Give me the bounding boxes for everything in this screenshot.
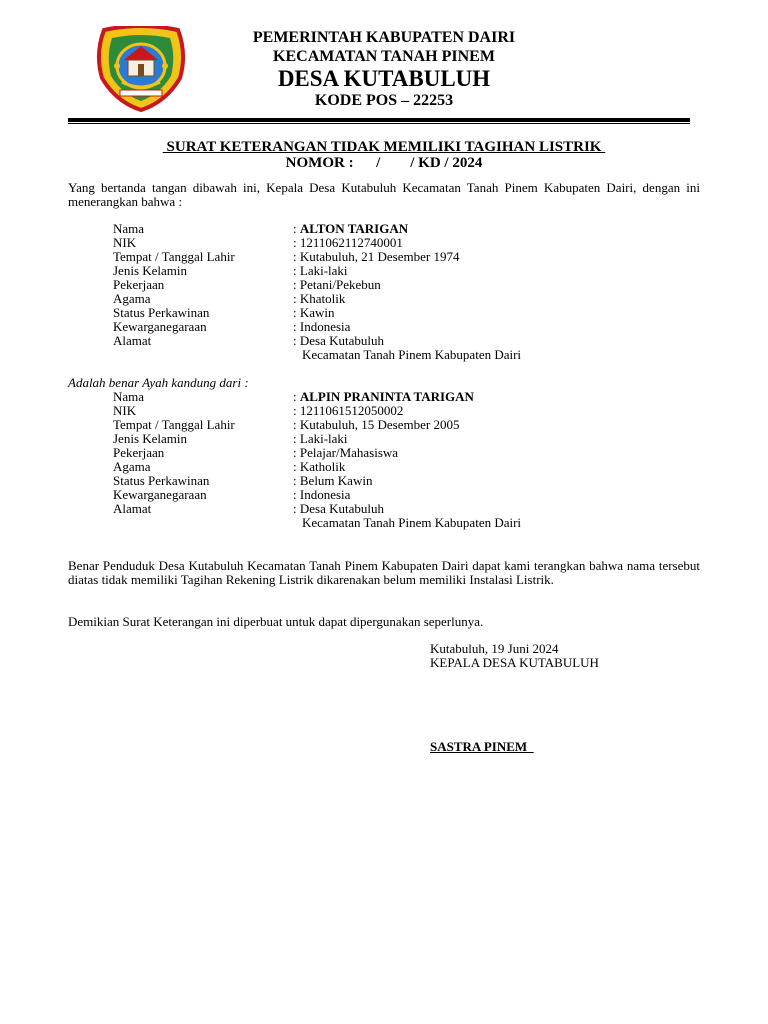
detail-value: : Petani/Pekebun — [293, 277, 381, 292]
detail-label: Kewarganegaraan — [113, 487, 207, 502]
closing-paragraph: Demikian Surat Keterangan ini diperbuat untuk dapat dipergunakan seperlunya. — [68, 614, 484, 629]
detail-value: : Laki-laki — [293, 431, 348, 446]
detail-label: NIK — [113, 403, 137, 418]
detail-row — [113, 474, 713, 488]
detail-label: Agama — [113, 459, 151, 474]
detail-value-text: ALTON TARIGAN — [299, 221, 409, 236]
detail-value-text: Indonesia — [299, 487, 351, 502]
detail-row — [113, 404, 713, 418]
detail-value: : ALPIN PRANINTA TARIGAN — [293, 389, 474, 404]
letter-title-text: SURAT KETERANGAN TIDAK MEMILIKI TAGIHAN LISTRIK — [162, 139, 606, 155]
detail-label: Agama — [113, 291, 151, 306]
detail-value-text: Desa Kutabuluh — [299, 501, 384, 516]
detail-value-text: Indonesia — [299, 319, 351, 334]
letterhead-district: KECAMATAN TANAH PINEM — [273, 48, 495, 65]
detail-label: Status Perkawinan — [113, 473, 210, 488]
detail-row — [113, 432, 713, 446]
detail-row — [113, 502, 713, 516]
detail-value-text: 1211061512050002 — [299, 403, 404, 418]
detail-row-continuation — [113, 516, 713, 530]
detail-row — [113, 334, 713, 348]
detail-label: Jenis Kelamin — [113, 263, 188, 278]
detail-label: Tempat / Tanggal Lahir — [113, 249, 235, 264]
signature-place-date: Kutabuluh, 19 Juni 2024 — [430, 641, 559, 656]
detail-value: : Desa Kutabuluh — [293, 333, 384, 348]
detail-value: : Kutabuluh, 15 Desember 2005 — [293, 417, 460, 432]
detail-label: Status Perkawinan — [113, 305, 210, 320]
detail-row — [113, 390, 713, 404]
detail-row — [113, 320, 713, 334]
detail-value-text: Katholik — [299, 459, 346, 474]
detail-label: Nama — [113, 389, 145, 404]
detail-value-text: Pelajar/Mahasiswa — [299, 445, 399, 460]
detail-value-text: 1211062112740001 — [299, 235, 403, 250]
detail-value: : Laki-laki — [293, 263, 348, 278]
letterhead-divider-thin — [68, 123, 690, 124]
child-details — [113, 390, 713, 530]
detail-row — [113, 278, 713, 292]
detail-row — [113, 250, 713, 264]
relation-statement: Adalah benar Ayah kandung dari : — [68, 375, 249, 390]
letterhead-divider-thick — [68, 118, 690, 122]
detail-value-text: Desa Kutabuluh — [299, 333, 384, 348]
detail-value: : Katholik — [293, 459, 346, 474]
detail-value: : ALTON TARIGAN — [293, 221, 409, 236]
statement-paragraph: Benar Penduduk Desa Kutabuluh Kecamatan Tanah Pinem Kabupaten Dairi dapat kami terangkan bahwa nama tersebut diatas tidak memiliki Tagihan Rekening Listrik dikarenakan belum memiliki Instalasi Listrik. — [68, 558, 700, 587]
detail-row — [113, 446, 713, 460]
detail-value-text: Belum Kawin — [299, 473, 373, 488]
detail-value-text: Laki-laki — [299, 431, 348, 446]
signatory-name: SASTRA PINEM — [430, 739, 534, 754]
detail-value: : Kutabuluh, 21 Desember 1974 — [293, 249, 460, 264]
detail-label: Alamat — [113, 501, 152, 516]
detail-value: : Pelajar/Mahasiswa — [293, 445, 399, 460]
detail-value: : Khatolik — [293, 291, 346, 306]
letter-title — [100, 139, 668, 156]
detail-row — [113, 264, 713, 278]
detail-value-continuation: Kecamatan Tanah Pinem Kabupaten Dairi — [302, 515, 522, 530]
detail-value: : 1211062112740001 — [293, 235, 403, 250]
detail-value: : Kawin — [293, 305, 335, 320]
detail-value-text: ALPIN PRANINTA TARIGAN — [299, 389, 474, 404]
detail-value-text: Kutabuluh, 15 Desember 2005 — [299, 417, 460, 432]
detail-value: : Desa Kutabuluh — [293, 501, 384, 516]
dairi-regency-emblem-icon — [94, 26, 188, 112]
signature-role: KEPALA DESA KUTABULUH — [430, 655, 599, 670]
detail-row — [113, 460, 713, 474]
detail-value-text: Laki-laki — [299, 263, 348, 278]
letterhead-government: PEMERINTAH KABUPATEN DAIRI — [252, 29, 516, 46]
father-details — [113, 222, 713, 362]
detail-label: Pekerjaan — [113, 445, 165, 460]
detail-row — [113, 236, 713, 250]
detail-row — [113, 488, 713, 502]
detail-row — [113, 306, 713, 320]
detail-label: Alamat — [113, 333, 152, 348]
detail-label: Tempat / Tanggal Lahir — [113, 417, 235, 432]
detail-value-text: Kawin — [299, 305, 335, 320]
detail-label: Pekerjaan — [113, 277, 165, 292]
detail-value: : Belum Kawin — [293, 473, 373, 488]
detail-label: NIK — [113, 235, 137, 250]
detail-value: : Indonesia — [293, 319, 351, 334]
detail-value: : Indonesia — [293, 487, 351, 502]
letterhead-village: DESA KUTABULUH — [277, 66, 491, 91]
detail-row-continuation — [113, 348, 713, 362]
detail-value-continuation: Kecamatan Tanah Pinem Kabupaten Dairi — [302, 347, 522, 362]
detail-label: Jenis Kelamin — [113, 431, 188, 446]
detail-value-text: Kutabuluh, 21 Desember 1974 — [299, 249, 460, 264]
intro-paragraph: Yang bertanda tangan dibawah ini, Kepala Desa Kutabuluh Kecamatan Tanah Pinem Kabupaten Dairi, dengan ini menerangkan bahwa : — [68, 180, 700, 209]
detail-label: Kewarganegaraan — [113, 319, 207, 334]
detail-label: Nama — [113, 221, 145, 236]
detail-value-text: Petani/Pekebun — [299, 277, 381, 292]
detail-row — [113, 292, 713, 306]
detail-value: : 1211061512050002 — [293, 403, 404, 418]
detail-value-text: Khatolik — [299, 291, 346, 306]
detail-row — [113, 222, 713, 236]
letter-number: NOMOR : / / KD / 2024 — [285, 155, 483, 171]
letterhead-postal-code: KODE POS – 22253 — [314, 92, 454, 109]
detail-row — [113, 418, 713, 432]
